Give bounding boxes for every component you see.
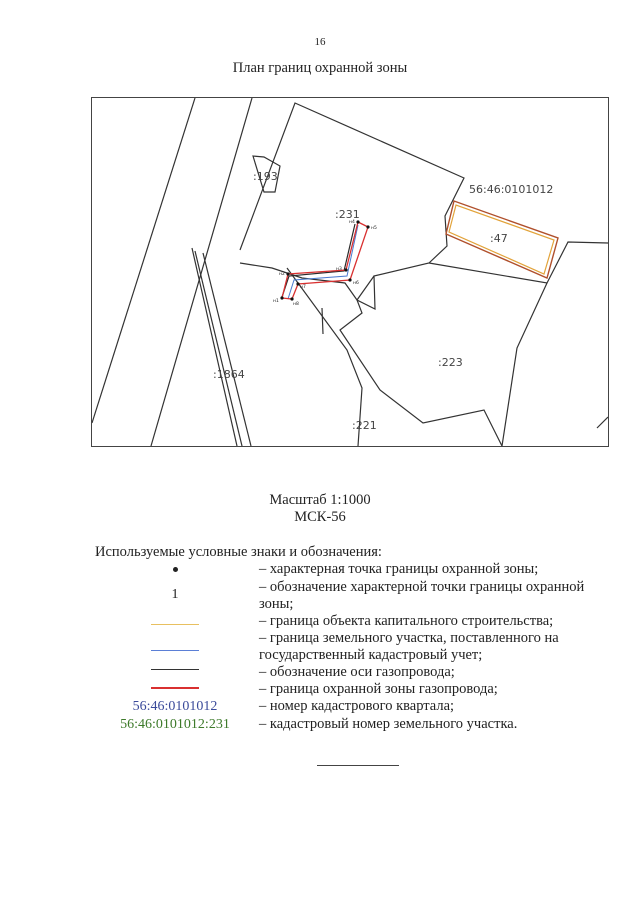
- point-label-n3: н3: [336, 267, 342, 272]
- parcel-231-boundary: [240, 103, 464, 309]
- legend-item-parcel-number: – кадастровый номер земельного участка.: [259, 716, 518, 732]
- point-label-n7: н7: [300, 285, 306, 290]
- legend-building-symbol: [151, 624, 199, 625]
- gas-axis-line: [282, 224, 355, 297]
- parcel-edge: [92, 98, 195, 423]
- parcel-label-193: :193: [253, 170, 278, 183]
- footer-rule: [317, 765, 399, 766]
- legend-parcel-symbol: [151, 650, 199, 651]
- legend-item-building: – граница объекта капитального строительства;: [259, 613, 554, 629]
- page-number: 16: [314, 36, 326, 48]
- parcel-edge: [203, 253, 251, 446]
- legend-quarter-symbol: 56:46:0101012: [132, 699, 218, 714]
- parcel-221-boundary: [287, 268, 362, 446]
- parcel-edge: [502, 283, 547, 446]
- parcel-boundaries: [92, 98, 608, 446]
- point-label-n1: н1: [273, 299, 279, 304]
- point-label-n8: н8: [293, 302, 299, 307]
- legend-point-number-symbol: 1: [171, 587, 179, 602]
- point-n8: [290, 297, 293, 300]
- point-n2: [286, 272, 289, 275]
- parcel-edge: [195, 251, 242, 446]
- parcel-edge: [597, 417, 608, 428]
- scale-block: [0, 492, 640, 526]
- parcel-label-231: :231: [335, 208, 360, 221]
- point-label-n4: н4: [349, 220, 355, 225]
- parcel-label-1864: :1864: [213, 368, 245, 381]
- point-n1: [280, 296, 283, 299]
- page-title: План границ охранной зоны: [232, 60, 408, 76]
- legend-item-parcel: – граница земельного участка, поставленного на государственный кадастровый учет;: [259, 630, 559, 663]
- parcel-label-221: :221: [352, 419, 377, 432]
- parcel-label-223: :223: [438, 356, 463, 369]
- legend-item-point-number: – обозначение характерной точки границы охранной зоны;: [259, 579, 585, 612]
- scale-text: Масштаб 1:1000: [269, 492, 371, 508]
- point-n3: [344, 268, 347, 271]
- quarter-label: 56:46:0101012: [469, 183, 554, 196]
- parcel-edge: [151, 98, 252, 446]
- parcel-label-47: :47: [490, 232, 508, 245]
- legend-protection-zone-symbol: [151, 687, 199, 689]
- legend-parcel-number-symbol: 56:46:0101012:231: [120, 717, 230, 732]
- legend-gas-axis-symbol: [151, 669, 199, 670]
- parcel-edge: [322, 308, 323, 334]
- protection-zone-boundary: [282, 222, 368, 299]
- cadastral-map: [91, 97, 609, 447]
- point-label-n5: н5: [371, 226, 377, 231]
- coordinate-system: МСК-56: [294, 509, 346, 525]
- legend-item-quarter: – номер кадастрового квартала;: [259, 698, 455, 714]
- parcel-edge: [192, 248, 237, 446]
- point-label-n6: н6: [353, 281, 359, 286]
- point-n5: [366, 225, 369, 228]
- point-label-n2: н2: [279, 272, 285, 277]
- legend-item-protection-zone: – граница охранной зоны газопровода;: [259, 681, 498, 697]
- legend-point-symbol: [173, 567, 178, 572]
- cadastral-map-drawing: [92, 98, 608, 446]
- legend-item-gas-axis: – обозначение оси газопровода;: [259, 664, 455, 680]
- legend-heading: Используемые условные знаки и обозначения:: [95, 544, 382, 560]
- point-n6: [348, 278, 351, 281]
- legend-item-point: – характерная точка границы охранной зоны;: [259, 561, 539, 577]
